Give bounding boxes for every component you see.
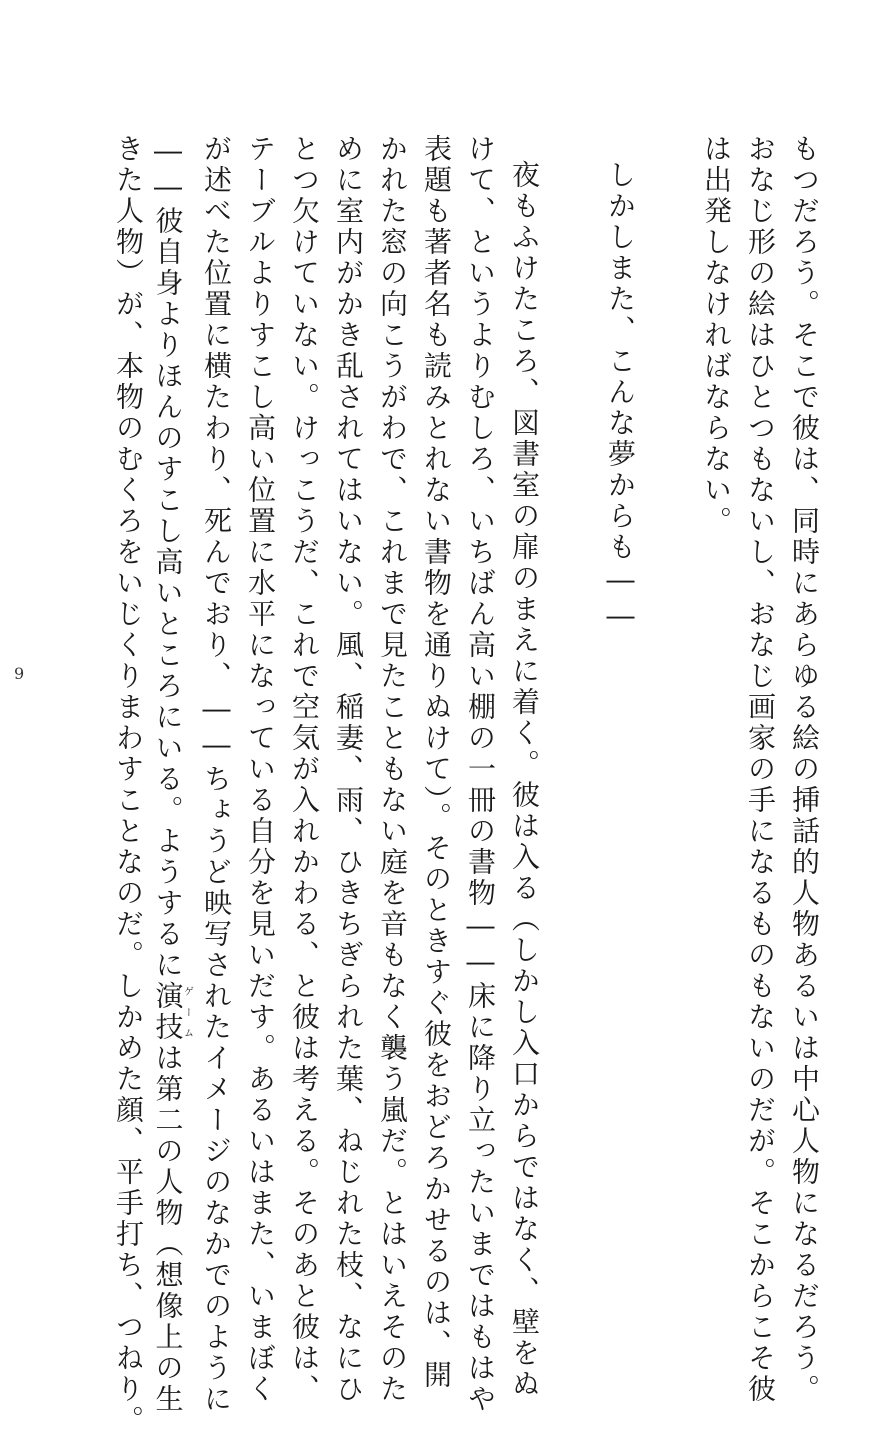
text-column-5: しかしまた、こんな夢からも―― — [604, 160, 637, 635]
text-column-16: きた人物）が、本物のむくろをいじくりまわすことなのだ。しかめた顔、平手打ち、つねり。 — [112, 134, 145, 1436]
text-column-3: は出発しなければならない。 — [700, 134, 733, 537]
text-column-11: めに室内がかき乱されてはいない。風、稲妻、雨、ひきちぎられた葉、ねじれた枝、なにひ — [332, 134, 365, 1405]
ruby-gloss — [151, 981, 193, 1043]
ruby-reading: ゲーム — [181, 981, 193, 1043]
text-column-12: とつ欠けていない。けっこうだ、これで空気が入れかわる、と彼は考える。そのあと彼は、 — [288, 134, 321, 1405]
text-column-14: が述べた位置に横たわり、死んでおり、――ちょうど映写されたイメージのなかでのように — [200, 134, 233, 1415]
text-column-15 — [151, 134, 193, 1415]
ruby-base: 演技 — [151, 981, 185, 1043]
text-column-15-after: は第二の人物（想像上の生 — [151, 1043, 185, 1415]
text-column-10: かれた窓の向こうがわで、これまで見たこともない庭を音もなく襲う嵐だ。とはいえそのた — [376, 134, 409, 1405]
text-column-7: 夜もふけたころ、図書室の扉のまえに着く。彼は入る（しかし入口からではなく、壁をぬ — [508, 160, 541, 1400]
text-column-15-before: ――彼自身よりほんのすこし高いところにいる。ようするに — [151, 134, 185, 981]
text-column-13: テーブルよりすこし高い位置に水平になっている自分を見いだす。あるいはまた、いまぼく — [244, 134, 277, 1405]
page-number: 9 — [14, 664, 25, 683]
text-column-2: おなじ形の絵はひとつもないし、おなじ画家の手になるものもないのだが。そこからこそ彼 — [744, 134, 777, 1405]
text-column-1: もつだろう。そこで彼は、同時にあらゆる絵の挿話的人物あるいは中心人物になるだろう。 — [788, 134, 821, 1405]
text-column-8: けて、というよりむしろ、いちばん高い棚の一冊の書物――床に降り立ったいまではもはや — [464, 134, 497, 1415]
text-column-9: 表題も著者名も読みとれない書物を通りぬけて）。そのときすぐ彼をおどろかせるのは、開 — [420, 134, 453, 1391]
